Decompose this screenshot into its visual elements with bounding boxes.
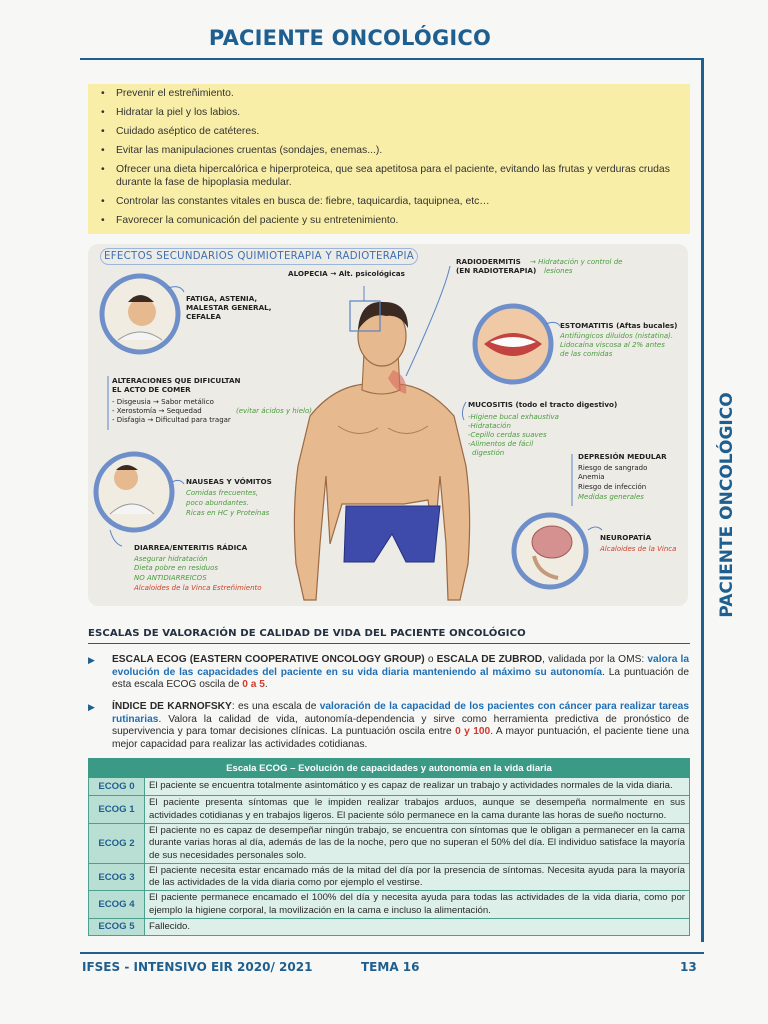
- mucositis-note: -Higiene bucal exhaustiva: [468, 413, 559, 421]
- arrow-bullet-icon: ▶: [88, 655, 95, 665]
- nausea-title: NAUSEAS Y VÓMITOS: [186, 477, 272, 486]
- table-caption: Escala ECOG – Evolución de capacidades y autonomía en la vida diaria: [89, 759, 690, 778]
- mucositis-note: -Alimentos de fácil: [468, 440, 534, 448]
- ecog-level: ECOG 3: [89, 864, 145, 891]
- ecog-paragraph: [88, 654, 690, 692]
- diarrhea-note: Dieta pobre en residuos: [134, 564, 219, 572]
- table-row: [89, 824, 690, 864]
- nausea-note: Comidas frecuentes,: [186, 489, 259, 497]
- vinca-constipation-note: Alcaloides de la Vinca Estreñimiento: [134, 584, 262, 592]
- table-row: [89, 864, 690, 891]
- list-item: • Evitar las manipulaciones cruentas (sondajes, enemas...).: [116, 145, 682, 158]
- alopecia-label: ALOPECIA → Alt. psicológicas: [288, 269, 405, 278]
- marrow-depression-item: Riesgo de sangrado: [578, 464, 648, 472]
- karnofsky-name: ÍNDICE DE KARNOFSKY: [112, 701, 232, 712]
- stomatitis-note: de las comidas: [560, 350, 613, 358]
- eating-difficulty-item: - Disgeusia → Sabor metálico: [112, 398, 214, 406]
- ecog-description: El paciente presenta síntomas que le impiden realizar trabajos arduos, aunque se desempeña normalmente en sus actividades cotidianas y en trabajos ligeros. El paciente sólo permanece en la cama durante las horas de sueño nocturno.: [145, 796, 690, 824]
- ecog-description: Fallecido.: [145, 918, 690, 935]
- section-heading: ESCALAS DE VALORACIÓN DE CALIDAD DE VIDA DEL PACIENTE ONCOLÓGICO: [88, 628, 690, 644]
- marrow-depression-note: Medidas generales: [578, 493, 644, 501]
- ecog-level: ECOG 0: [89, 778, 145, 796]
- ecog-name: ESCALA ECOG (EASTERN COOPERATIVE ONCOLOGY GROUP): [112, 654, 425, 665]
- no-antidiarrheals-note: NO ANTIDIARREICOS: [134, 574, 207, 582]
- ecog-table: [88, 758, 690, 936]
- nausea-note: poco abundantes.: [186, 499, 249, 507]
- page-number: 13: [680, 960, 697, 974]
- diarrhea-note: Asegurar hidratación: [134, 555, 208, 563]
- list-item: • Controlar las constantes vitales en busca de: fiebre, taquicardia, taquipnea, etc…: [116, 196, 682, 209]
- ecog-description: El paciente se encuentra totalmente asintomático y es capaz de realizar un trabajo y actividades normales de la vida diaria.: [145, 778, 690, 796]
- marrow-depression-item: Riesgo de infección: [578, 483, 647, 491]
- neuro-circle: [514, 515, 586, 587]
- ecog-purpose-highlight: valora la evolución de las capacidades del paciente en su vida diaria manteniendo al máximo su autonomía: [112, 654, 690, 678]
- list-item: • Ofrecer una dieta hipercalórica e hiperproteica, que sea apetitosa para el paciente, evitando las frutas y verduras crudas durante la fase de hipoplasia medular.: [116, 164, 682, 189]
- table-row: [89, 891, 690, 918]
- marrow-depression-item: Anemia: [578, 473, 605, 481]
- nausea-note: Ricas en HC y Proteínas: [186, 509, 270, 517]
- mucositis-note: digestión: [472, 449, 505, 457]
- stomatitis-title: ESTOMATITIS (Aftas bucales): [560, 321, 678, 330]
- mucositis-note: -Hidratación: [468, 422, 511, 430]
- karnofsky-purpose-highlight: valoración de la capacidad de los pacientes con cáncer para realizar tareas rutinarias: [112, 701, 689, 725]
- mucositis-title: MUCOSITIS (todo el tracto digestivo): [468, 400, 618, 409]
- eating-difficulty-item: - Disfagia → Dificultad para tragar: [112, 416, 231, 424]
- fatigue-line-2: MALESTAR GENERAL,: [186, 303, 272, 312]
- neuropathy-title: NEUROPATÍA: [600, 533, 652, 542]
- karnofsky-range: 0 y 100: [455, 726, 491, 738]
- ecog-level: ECOG 1: [89, 796, 145, 824]
- text-run: . A mayor puntuación, el paciente tiene una mejor capacidad para realizar las actividades cotidianas.: [112, 726, 689, 750]
- stomatitis-note: Lidocaína viscosa al 2% antes: [560, 341, 665, 349]
- karnofsky-paragraph: [88, 701, 689, 751]
- radiodermitis-note: → Hidratación y control de: [530, 258, 623, 266]
- zubrod-name: ESCALA DE ZUBROD: [436, 654, 543, 665]
- text-run: : es una escala de: [231, 701, 320, 712]
- mouth-circle: [475, 306, 551, 382]
- footer-course: IFSES - INTENSIVO EIR 2020/ 2021: [82, 960, 313, 974]
- table-row: [89, 778, 690, 796]
- list-item: • Hidratar la piel y los labios.: [116, 107, 682, 120]
- side-effects-illustration: [88, 244, 688, 606]
- table-row: [89, 796, 690, 824]
- eating-difficulty-title: ALTERACIONES QUE DIFICULTAN: [112, 376, 241, 385]
- ecog-range: 0 a 5: [242, 679, 265, 691]
- ecog-description: El paciente permanece encamado el 100% del día y necesita ayuda para todas las actividades de la vida diaria, como por ejemplo la higiene corporal, la movilización en la cama e incluso la alimentación.: [145, 891, 690, 918]
- text-run: . La puntuación de esta escala ECOG oscila de: [112, 666, 689, 691]
- fatigue-line-1: FATIGA, ASTENIA,: [186, 294, 258, 303]
- page-title: PACIENTE ONCOLÓGICO: [208, 26, 492, 50]
- radiodermitis-note-2: lesiones: [544, 267, 573, 275]
- body-figure: [294, 301, 469, 600]
- ecog-description: El paciente no es capaz de desempeñar ningún trabajo, se encuentra con síntomas que le obligan a permanecer en la cama durante varias horas al día, además de las de la noche, pero que no superan el 50% del día. El individuo satisface la mayoría de sus necesidades personales solo.: [145, 824, 690, 864]
- text-run: . Valora la calidad de vida, autonomía-dependencia y sirve como herramienta predictiva de pronóstico de supervivencia y para tomar decisiones clínicas. La puntuación oscila entre: [112, 713, 689, 738]
- ecog-description: El paciente necesita estar encamado más de la mitad del día por la presencia de síntomas. Necesita ayuda para la mayoría de las actividades de la vida diaria como por ejemplo el vestirse.: [145, 864, 690, 891]
- stomatitis-note: Antifúngicos diluidos (nistatina).: [560, 332, 674, 340]
- illustration-title: EFECTOS SECUNDARIOS QUIMIOTERAPIA Y RADIOTERAPIA: [104, 251, 415, 262]
- nausea-circle: [96, 454, 172, 530]
- list-item: • Cuidado aséptico de catéteres.: [116, 126, 682, 139]
- care-recommendations-box: [88, 84, 690, 234]
- radiodermitis-title: RADIODERMITIS: [456, 257, 521, 266]
- text-run: , validada por la OMS:: [542, 654, 648, 665]
- fatigue-circle: [102, 276, 178, 352]
- ecog-level: ECOG 4: [89, 891, 145, 918]
- fatigue-line-3: CEFALEA: [186, 312, 221, 321]
- text-run: .: [264, 679, 268, 691]
- mucositis-note: -Cepillo cerdas suaves: [468, 431, 547, 439]
- list-item: • Favorecer la comunicación del paciente y su entretenimiento.: [116, 215, 682, 228]
- marrow-depression-title: DEPRESIÓN MEDULAR: [578, 452, 667, 461]
- eating-difficulty-title: EL ACTO DE COMER: [112, 385, 191, 394]
- side-divider: [701, 58, 704, 942]
- radiodermitis-subtitle: (EN RADIOTERAPIA): [456, 266, 537, 275]
- ecog-level: ECOG 5: [89, 918, 145, 935]
- table-row: [89, 918, 690, 935]
- footer-topic: TEMA 16: [361, 960, 420, 974]
- arrow-bullet-icon: ▶: [88, 702, 95, 712]
- footer-divider: [80, 952, 704, 954]
- list-item: • Prevenir el estreñimiento.: [116, 88, 682, 101]
- diarrhea-title: DIARREA/ENTERITIS RÁDICA: [134, 543, 248, 552]
- table-caption-row: [89, 759, 690, 778]
- ecog-level: ECOG 2: [89, 824, 145, 864]
- xerostomia-note: (evitar ácidos y hielo): [236, 407, 312, 415]
- side-chapter-label: PACIENTE ONCOLÓGICO: [717, 392, 737, 618]
- text-run: o: [424, 654, 437, 665]
- neuropathy-note: Alcaloides de la Vinca: [600, 545, 677, 553]
- care-list: [116, 88, 682, 228]
- title-divider: [80, 58, 704, 60]
- eating-difficulty-item: - Xerostomía → Sequedad: [112, 407, 202, 415]
